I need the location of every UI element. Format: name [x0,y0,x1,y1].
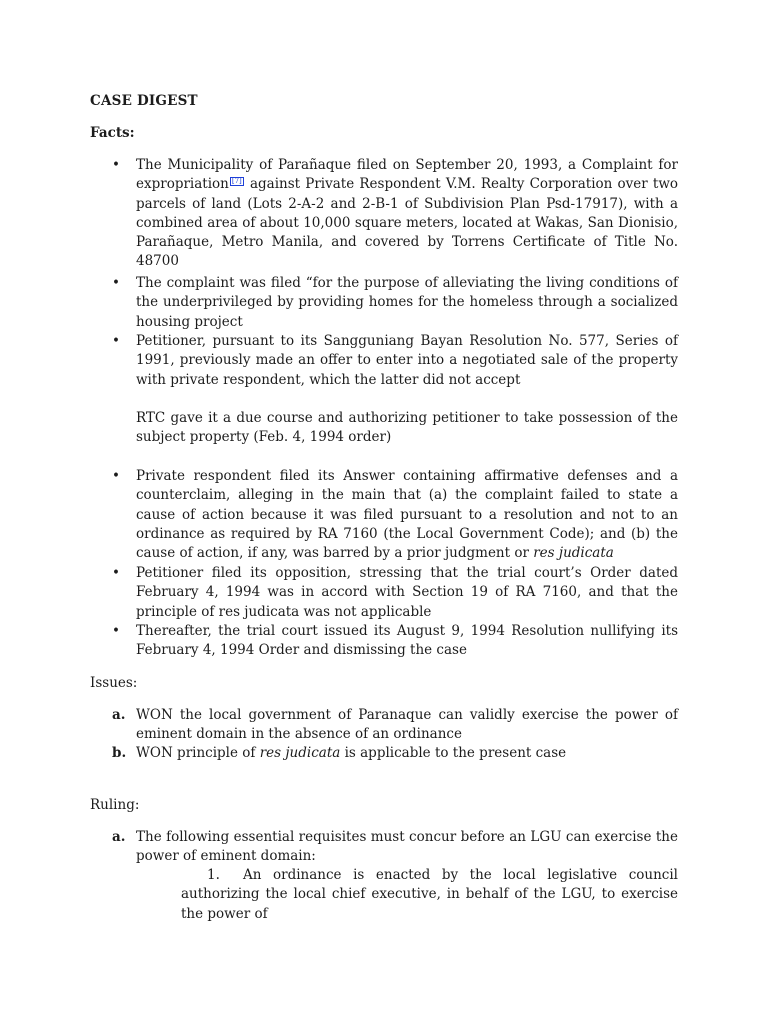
rtc-paragraph: RTC gave it a due course and authorizing petitioner to take possession of the subject property (Feb. 4, 1994 order) [136,410,678,446]
fact-item-answer [136,467,678,563]
ruling-heading: Ruling: [90,797,140,813]
bullet-marker: • [112,275,120,291]
document-title: CASE DIGEST [90,93,198,109]
bullet-marker: • [112,468,120,484]
fact-item-purpose: The complaint was filed “for the purpose of alleviating the living conditions of the underprivileged by providing homes for the homeless through a socialized housing project [136,275,678,330]
fact-item-complaint [136,156,678,272]
footnote-link[interactable]: [7] [231,176,242,185]
issue-b-marker: b. [112,745,127,761]
bullet-marker: • [112,565,120,581]
fact-text: against Private Respondent V.M. Realty Corporation over two parcels of land (Lots 2-A-2 and 2-B-1 of Subdivision Plan Psd-17917), with a combined area of about 10,000 square meters, located at Wakas, San Dionisio, Parañaque, Metro Manila, and covered by Torrens Certificate of Title No. 48700 [136,176,678,270]
ruling-a-marker: a. [112,829,126,845]
fact-item-opposition: Petitioner filed its opposition, stressing that the trial court’s Order dated February 4, 1994 was in accord with Section 19 of RA 7160, and that the principle of res judicata was not applicable [136,565,678,620]
ruling-requisite-1 [181,866,678,924]
bullet-marker: • [112,623,120,639]
issue-text-italic: res judicata [259,745,341,761]
requisite-number: 1. [207,867,220,883]
fact-item-resolution: Thereafter, the trial court issued its August 9, 1994 Resolution nullifying its February 4, 1994 Order and dismissing the case [136,623,678,659]
requisite-text: An ordinance is enacted by the local legislative council authorizing the local chief executive, in behalf of the LGU, to exercise the power of [181,867,678,922]
issue-b-text [136,744,678,763]
bullet-marker: • [112,333,120,349]
issue-text: is applicable to the present case [340,745,567,761]
issues-heading: Issues: [90,675,138,691]
issue-a-marker: a. [112,707,126,723]
fact-text: The Municipality of Parañaque filed on September 20, 1993, a Complaint for expropriation [136,157,678,193]
issue-a-text: WON the local government of Paranaque can validly exercise the power of eminent domain in the absence of an ordinance [136,707,678,743]
fact-item-offer: Petitioner, pursuant to its Sangguniang Bayan Resolution No. 577, Series of 1991, previously made an offer to enter into a negotiated sale of the property with private respondent, which the latter did not accept [136,333,678,388]
facts-heading: Facts: [90,125,135,141]
fact-text: Private respondent filed its Answer containing affirmative defenses and a counterclaim, alleging in the main that (a) the complaint failed to state a cause of action because it was filed pursuant to a resolution and not to an ordinance as required by RA 7160 (the Local Government Code); and (b) the cause of action, if any, was barred by a prior judgment or [136,468,678,562]
issue-text: WON principle of [136,745,260,761]
fact-text-italic: res judicata [533,545,614,562]
bullet-marker: • [112,157,120,173]
ruling-a-text: The following essential requisites must concur before an LGU can exercise the power of eminent domain: [136,829,678,865]
